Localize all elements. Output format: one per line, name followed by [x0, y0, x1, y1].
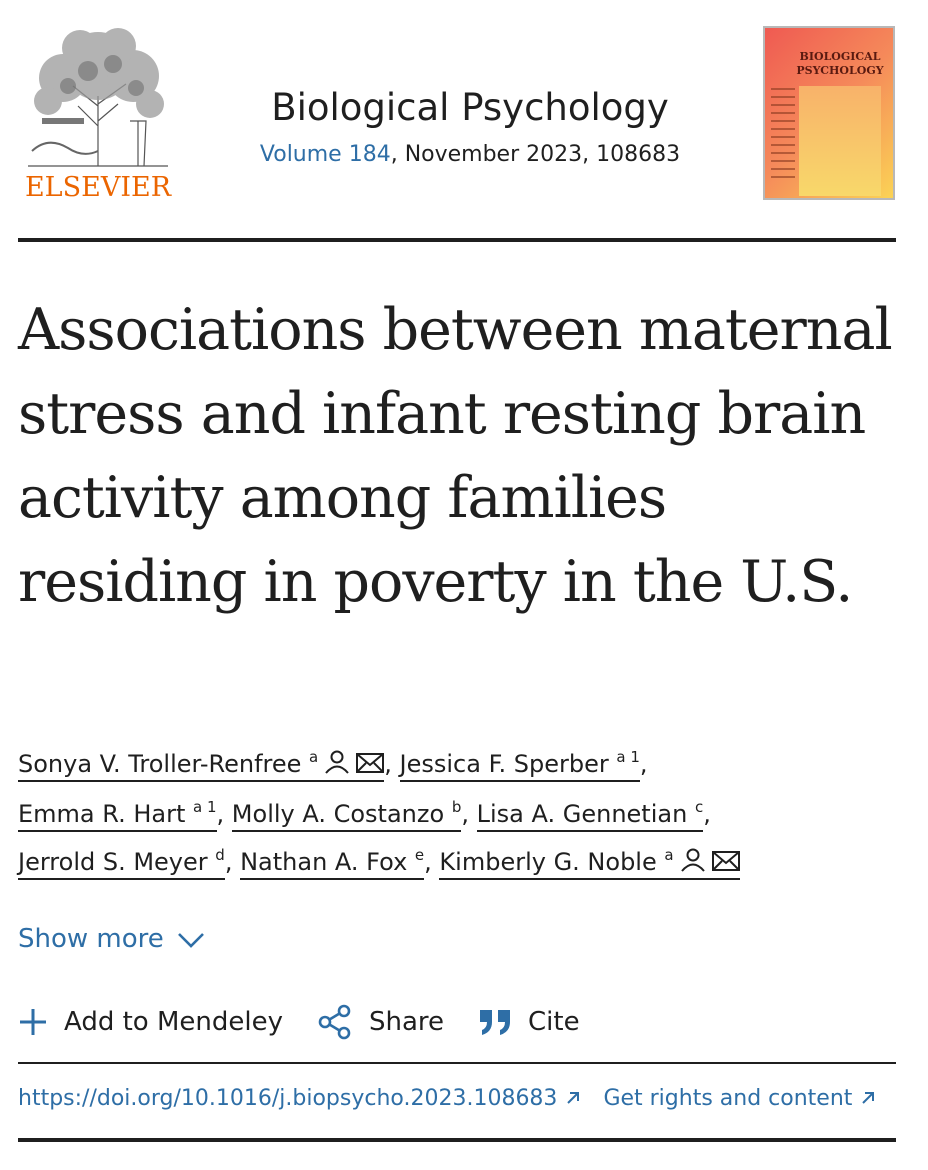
author-name: Emma R. Hart [18, 800, 186, 828]
author-link[interactable] [18, 800, 217, 832]
cover-decoration [771, 88, 795, 184]
affiliation-marker: d [215, 846, 225, 864]
author-list [18, 740, 908, 888]
author-separator: , [461, 800, 477, 828]
envelope-icon [712, 840, 740, 888]
issue-details: , November 2023, 108683 [390, 142, 681, 167]
author-separator: , [216, 800, 232, 828]
author-separator: , [639, 750, 648, 778]
author-name: Jessica F. Sperber [399, 750, 609, 778]
doi-text: https://doi.org/10.1016/j.biopsycho.2023.108683 [18, 1086, 558, 1111]
person-icon [680, 840, 706, 888]
author-name: Molly A. Costanzo [231, 800, 445, 828]
author-name: Lisa A. Gennetian [476, 800, 688, 828]
journal-info [220, 84, 720, 167]
cover-panel [799, 86, 881, 196]
tree-logo-icon [18, 26, 178, 171]
author-link[interactable] [477, 800, 704, 832]
author-name: Jerrold S. Meyer [18, 848, 208, 876]
links-divider [18, 1138, 896, 1142]
journal-title[interactable]: Biological Psychology [271, 86, 669, 129]
author-link[interactable] [18, 750, 384, 782]
cover-title: BIOLOGICAL PSYCHOLOGY [796, 50, 884, 77]
chevron-down-icon [176, 930, 206, 950]
author-link[interactable] [18, 848, 225, 880]
affiliation-marker: c [694, 798, 704, 816]
share-button[interactable] [317, 1004, 444, 1040]
show-more-label: Show more [18, 924, 164, 954]
affiliation-marker: a 1 [616, 748, 640, 766]
author-separator: , [424, 848, 440, 876]
article-header [0, 0, 928, 240]
article-actions [18, 1000, 614, 1044]
affiliation-marker: a 1 [193, 798, 217, 816]
external-link-icon [565, 1087, 581, 1112]
publisher-wordmark: ELSEVIER [24, 172, 172, 203]
share-icon [317, 1004, 353, 1040]
plus-icon [18, 1007, 48, 1037]
share-label: Share [368, 1007, 445, 1037]
cite-button[interactable] [478, 1007, 580, 1037]
author-link[interactable] [439, 848, 739, 880]
author-link[interactable] [232, 800, 462, 832]
affiliation-marker: a [664, 846, 674, 864]
author-link[interactable] [400, 750, 640, 782]
add-to-mendeley-label: Add to Mendeley [64, 1007, 283, 1037]
author-link[interactable] [240, 848, 424, 880]
doi-link[interactable] [18, 1086, 581, 1111]
journal-cover-image[interactable] [763, 26, 895, 200]
volume-link[interactable]: Volume 184 [259, 142, 391, 167]
person-icon [324, 742, 350, 790]
author-name: Kimberly G. Noble [439, 848, 657, 876]
header-divider [18, 238, 896, 242]
affiliation-marker: a [309, 748, 319, 766]
author-separator: , [384, 750, 400, 778]
add-to-mendeley-button[interactable] [18, 1007, 283, 1037]
affiliation-marker: b [451, 798, 462, 816]
author-separator: , [224, 848, 241, 876]
cite-label: Cite [528, 1007, 580, 1037]
quote-icon [478, 1008, 512, 1036]
actions-divider [18, 1062, 896, 1064]
affiliation-marker: e [414, 846, 425, 864]
article-title: Associations between maternal stress and infant resting brain activity among families residing in poverty in the U.S. [18, 297, 892, 615]
author-name: Sonya V. Troller-Renfree [18, 750, 302, 778]
journal-issue [220, 142, 720, 167]
external-link-icon [860, 1087, 876, 1112]
elsevier-logo[interactable] [18, 26, 178, 206]
author-name: Nathan A. Fox [240, 848, 408, 876]
rights-text: Get rights and content [603, 1086, 853, 1111]
envelope-icon [356, 742, 384, 790]
author-separator: , [703, 800, 711, 828]
rights-link[interactable] [603, 1086, 876, 1111]
article-links [18, 1086, 908, 1112]
show-more-button[interactable] [18, 924, 206, 954]
